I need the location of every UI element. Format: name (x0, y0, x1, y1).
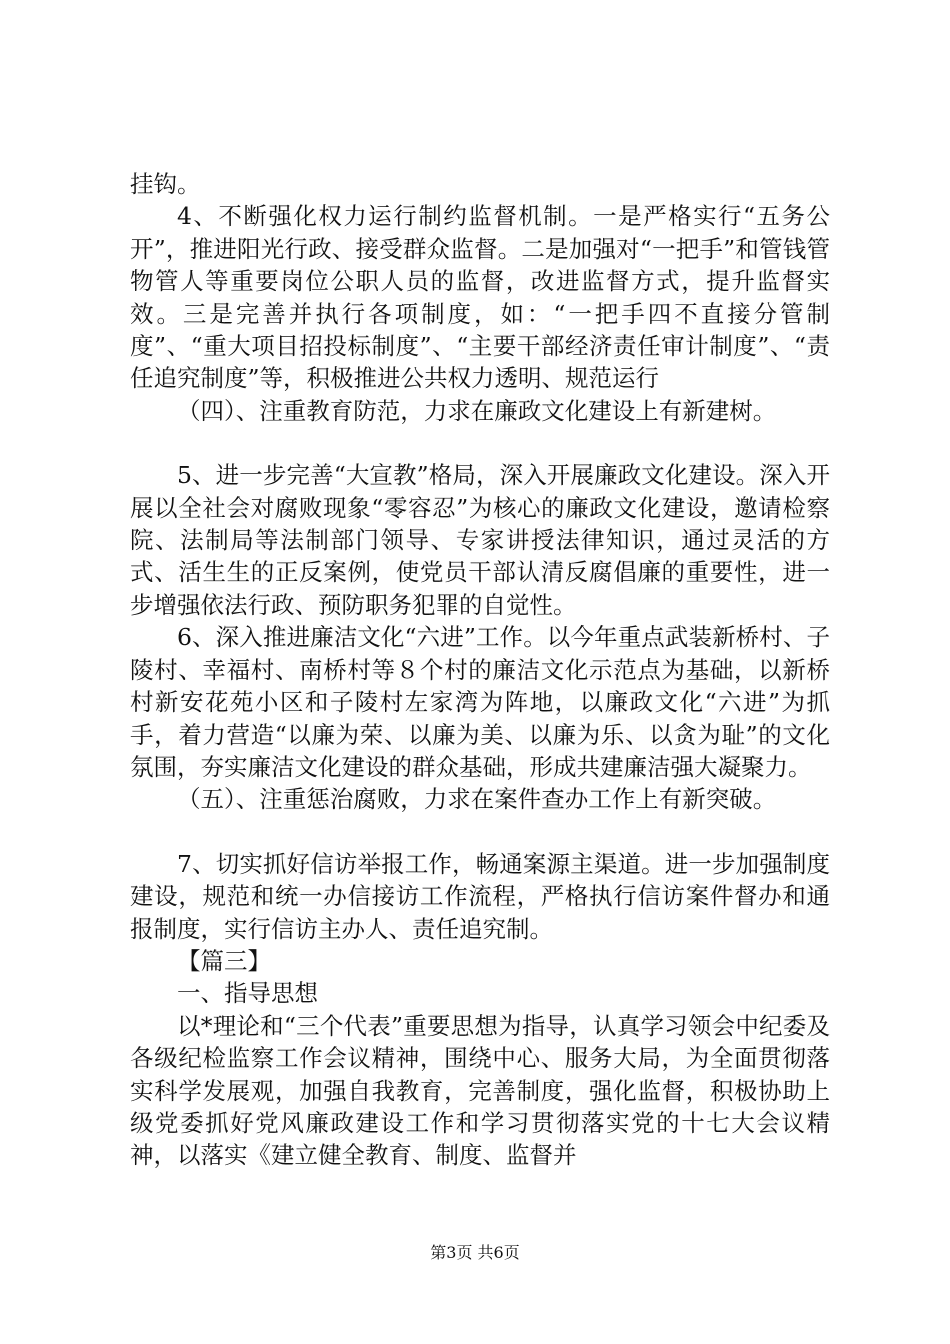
subsection-heading: 一、指导思想 (177, 979, 318, 1008)
chapter-heading: 【篇三】 (177, 946, 271, 975)
paragraph-item-6: 6、深入推进廉洁文化“六进”工作。以今年重点武装新桥村、子陵村、幸福村、南桥村等８个村的廉洁文化示范点为基础，以新桥村新安花苑小区和子陵村左家湾为阵地，以廉政文化“六进”为抓手，着力营造“以廉为荣、以廉为美、以廉为乐、以贪为耻”的文化氛围，夯实廉洁文化建设的群众基础，形成共建廉洁强大凝聚力。 (130, 623, 830, 781)
blank-line (130, 427, 830, 459)
document-body (130, 168, 830, 1172)
paragraph-item-4: 4、不断强化权力运行制约监督机制。一是严格实行“五务公开”，推进阳光行政、接受群众监督。二是加强对“一把手”和管钱管物管人等重要岗位公职人员的监督，改进监督方式，提升监督实效。三是完善并执行各项制度，如：“一把手四不直接分管制度”、“重大项目招投标制度”、“主要干部经济责任审计制度”、“责任追究制度”等，积极推进公共权力透明、规范运行 (130, 202, 830, 393)
paragraph-continuation: 挂钩。 (130, 170, 201, 198)
paragraph-guiding-thought: 以*理论和“三个代表”重要思想为指导，认真学习领会中纪委及各级纪检监察工作会议精神，围绕中心、服务大局，为全面贯彻落实科学发展观，加强自我教育，完善制度，强化监督，积极协助上级党委抓好党风廉政建设工作和学习贯彻落实党的十七大会议精神，以落实《建立健全教育、制度、监督并 (130, 1011, 830, 1170)
paragraph-item-5: 5、进一步完善“大宣教”格局，深入开展廉政文化建设。深入开展以全社会对腐败现象“零容忍”为核心的廉政文化建设，邀请检察院、法制局等法制部门领导、专家讲授法律知识，通过灵活的方式、活生生的正反案例，使党员干部认清反腐倡廉的重要性，进一步增强依法行政、预防职务犯罪的自觉性。 (130, 461, 830, 619)
blank-line (130, 816, 830, 848)
paragraph-item-7: 7、切实抓好信访举报工作，畅通案源主渠道。进一步加强制度建设，规范和统一办信接访工作流程，严格执行信访案件督办和通报制度，实行信访主办人、责任追究制。 (130, 849, 830, 943)
section-heading-4: （四）、注重教育防范，力求在廉政文化建设上有新建树。 (177, 396, 777, 425)
section-heading-5: （五）、注重惩治腐败，力求在案件查办工作上有新突破。 (177, 785, 777, 814)
page-number-footer: 第3页 共6页 (430, 1243, 520, 1262)
